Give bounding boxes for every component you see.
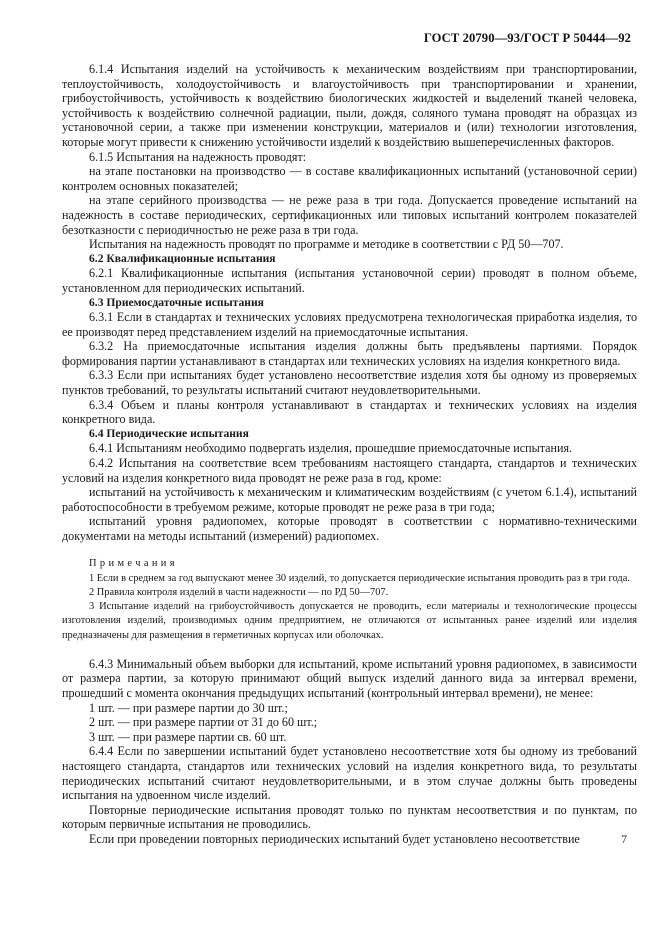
paragraph-6-3-4: 6.3.4 Объем и планы контроля устанавливают в стандартах и технических условиях на изделия конкретного вида.: [62, 397, 637, 427]
paragraph-6-3-3: 6.3.3 Если при испытаниях будет установлено несоответствие изделия хотя бы одному из проверяемых пунктов требований, то результаты испытаний считают неудовлетворительными.: [62, 368, 637, 398]
paragraph-6-4-2-exception-radio: испытаний уровня радиопомех, которые проводят в соответствии с нормативно-техническими документами на методы испытаний (измерений) радиопомех.: [62, 514, 637, 543]
paragraph-6-1-5-production-stage: на этапе постановки на производство — в составе квалификационных испытаний (установочной серии) контролем основных показателей;: [62, 164, 637, 193]
paragraph-6-1-4: 6.1.4 Испытания изделий на устойчивость к механическим воздействиям при транспортировании, теплоустойчивость, холодоустойчивость и влагоустойчивость при транспортировании и хранении, грибоустойчивость, устойчивость к воздействию биологических жидкостей и выделений тканей человека, устойчивость к воздействию солнечной радиации, пыли, дождя, соляного тумана проводят на образцах из установочной серии, а также при изменении конструкции, материалов и (или) технологии изготовления, которые могут привести к снижению устойчивости изделий к воздействию вышеперечисленных факторов.: [62, 62, 637, 149]
paragraph-6-4-4: 6.4.4 Если по завершении испытаний будет установлено несоответствие хотя бы одному из требований настоящего стандарта, стандартов или технических условий на изделия конкретного вида, то результаты периодических испытаний считают неудовлетворительными, и в этом случае должны быть проведены испытания на удвоенном числе изделий.: [62, 744, 637, 803]
paragraph-6-2-1: 6.2.1 Квалификационные испытания (испытания установочной серии) проводят в полном объеме, установленном для периодических испытаний.: [62, 266, 637, 295]
paragraph-repeat-nonconformity: Если при проведении повторных периодических испытаний будет установлено несоответствие: [89, 831, 580, 846]
note-item: 3 Испытание изделий на грибоустойчивость допускается не проводить, если материалы и технологические процессы изготовления изделий, производимых одним предприятием, не отличаются от испытанных ранее изделий или изделия предназначены для размещения в герметичных корпусах или оболочках.: [62, 601, 637, 641]
heading-6-3: 6.3 Приемосдаточные испытания: [89, 295, 264, 309]
standard-header: ГОСТ 20790—93/ГОСТ Р 50444—92: [423, 31, 631, 45]
paragraph-repeat-tests: Повторные периодические испытания проводят только по пунктам несоответствия и по пунктам, по которым первичные испытания не проводились.: [62, 802, 637, 832]
notes-title: Примечания: [89, 557, 178, 569]
notes-block: [62, 557, 637, 643]
page-number: 7: [621, 834, 627, 846]
paragraph-6-3-1: 6.3.1 Если в стандартах и технических условиях предусмотрена технологическая приработка изделия, то ее производят перед представлением изделий на приемосдаточные испытания.: [62, 310, 637, 339]
paragraph-6-1-5-methodology: Испытания на надежность проводят по программе и методике в соответствии с РД 50—707.: [89, 237, 564, 252]
paragraph-6-4-2-exception-climatic: испытаний на устойчивость к механическим и климатическим воздействиям (с учетом 6.1.4), испытаний работоспособности в требуемом режиме, которые проводят не реже раза в три года;: [62, 485, 637, 514]
paragraph-6-1-5-serial-stage: на этапе серийного производства — не реже раза в три года. Допускается проведение испытаний на надежность в составе периодических, сертификационных или типовых испытаний контролем показателей безотказности с периодичностью не реже раза в три года.: [62, 193, 637, 237]
heading-6-2: 6.2 Квалификационные испытания: [89, 251, 276, 265]
paragraph-6-1-5: 6.1.5 Испытания на надежность проводят:: [89, 149, 307, 164]
document-body: [62, 62, 637, 847]
sample-size-item: 2 шт. — при размере партии от 31 до 60 шт.;: [89, 715, 318, 730]
after-notes-block: [62, 657, 637, 847]
paragraph-6-4-2: 6.4.2 Испытания на соответствие всем требованиям настоящего стандарта, стандартов и технических условий на изделия конкретного вида проводят не реже раза в год, кроме:: [62, 456, 637, 485]
note-item: 2 Правила контроля изделий в части надежности — по РД 50—707.: [89, 587, 389, 598]
paragraph-6-4-3: 6.4.3 Минимальный объем выборки для испытаний, кроме испытаний уровня радиопомех, в зависимости от размера партии, за которую принимают общий выпуск изделий данного вида за интервал времени, прошедший с момента окончания предыдущих испытаний (контрольный интервал времени), не менее:: [62, 656, 637, 700]
heading-6-4: 6.4 Периодические испытания: [89, 426, 249, 440]
sample-size-item: 3 шт. — при размере партии св. 60 шт.: [89, 729, 287, 744]
paragraph-6-3-2: 6.3.2 На приемосдаточные испытания изделия должны быть предъявлены партиями. Порядок формирования партии устанавливают в стандартах или технических условиях на изделия конкретного вида.: [62, 339, 637, 368]
note-item: 1 Если в среднем за год выпускают менее 30 изделий, то допускается периодические испытания проводить раз в три года.: [89, 572, 630, 584]
paragraph-6-4-1: 6.4.1 Испытаниям необходимо подвергать изделия, прошедшие приемосдаточные испытания.: [89, 441, 573, 456]
sample-size-item: 1 шт. — при размере партии до 30 шт.;: [89, 700, 288, 715]
